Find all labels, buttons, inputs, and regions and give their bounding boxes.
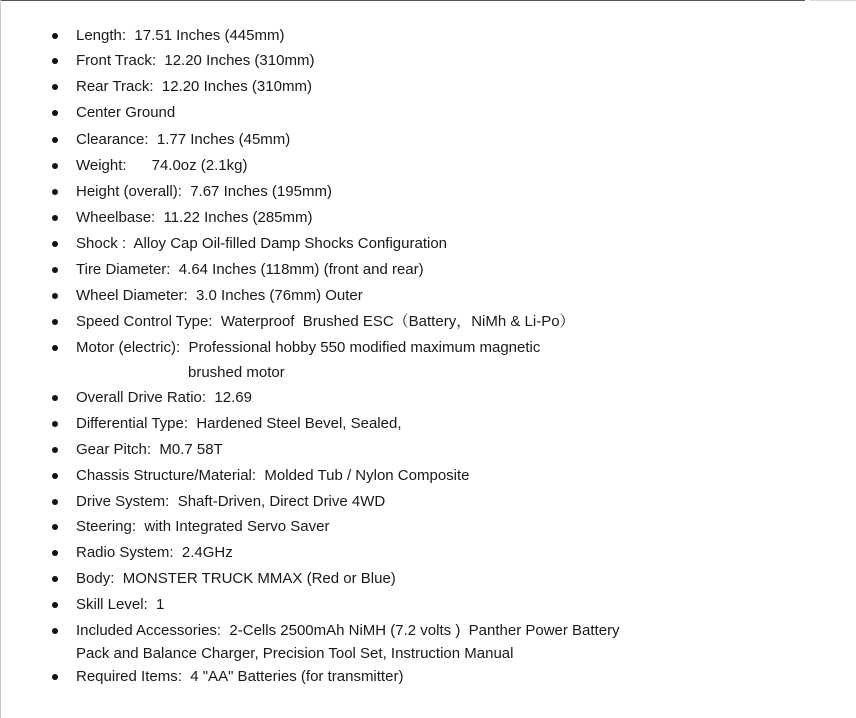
bullet-icon — [52, 163, 58, 169]
bullet-icon — [52, 267, 58, 273]
spec-value: 3.0 Inches (76mm) Outer — [187, 287, 363, 304]
bullet-icon — [52, 421, 58, 427]
spec-value: M0.7 58T — [151, 441, 223, 458]
spec-label: Differential Type: — [76, 415, 189, 432]
spec-label: Drive System: — [76, 493, 170, 510]
bullet-icon — [52, 447, 58, 453]
bullet-icon — [52, 524, 58, 530]
bullet-icon — [52, 550, 58, 556]
spec-label: Rear Track: — [76, 78, 154, 95]
bullet-icon — [52, 473, 58, 479]
spec-value: Waterproof Brushed ESC（Battery，NiMh & Li-Po） — [212, 313, 575, 330]
bullet-icon — [52, 84, 58, 90]
spec-value: with Integrated Servo Saver — [136, 518, 330, 535]
bullet-icon — [52, 602, 58, 608]
bullet-icon — [52, 293, 58, 299]
spec-value: MONSTER TRUCK MMAX (Red or Blue) — [114, 570, 396, 587]
bullet-icon — [52, 189, 58, 195]
spec-label: Motor (electric): — [76, 339, 181, 356]
spec-label: Shock : — [76, 235, 127, 252]
spec-label: Wheelbase: — [76, 209, 156, 226]
bullet-icon — [52, 395, 58, 401]
spec-label: Clearance: — [76, 131, 149, 148]
bullet-icon — [52, 499, 58, 505]
spec-label: Length: — [76, 27, 127, 44]
spec-value: 1 — [147, 596, 165, 613]
spec-continuation: brushed motor — [188, 364, 285, 381]
spec-label: Tire Diameter: — [76, 261, 171, 278]
spec-label: Height (overall): — [76, 183, 182, 200]
spec-label: Included Accessories: — [76, 622, 222, 639]
spec-value: 12.20 Inches (310mm) — [156, 52, 315, 69]
bullet-icon — [52, 345, 58, 351]
spec-value: 2-Cells 2500mAh NiMH (7.2 volts ) Panther Power Battery — [221, 622, 620, 639]
spec-value: 17.51 Inches (445mm) — [126, 27, 285, 44]
spec-label: Radio System: — [76, 544, 174, 561]
spec-value: 4 "AA" Batteries (for transmitter) — [181, 668, 404, 685]
spec-label: Weight: — [76, 157, 127, 174]
spec-value: 11.22 Inches (285mm) — [155, 209, 313, 226]
spec-value: 1.77 Inches (45mm) — [148, 131, 291, 148]
spec-label: Skill Level: — [76, 596, 148, 613]
spec-label: Front Track: — [76, 52, 157, 69]
spec-value: Alloy Cap Oil-filled Damp Shocks Configuration — [126, 235, 448, 252]
spec-value: Hardened Steel Bevel, Sealed, — [188, 415, 402, 432]
spec-label: Center Ground — [76, 104, 176, 121]
spec-value: 7.67 Inches (195mm) — [181, 183, 332, 200]
spec-label: Overall Drive Ratio: — [76, 389, 207, 406]
spec-value: 4.64 Inches (118mm) (front and rear) — [170, 261, 424, 278]
bullet-icon — [52, 58, 58, 64]
bullet-icon — [52, 137, 58, 143]
spec-label: Chassis Structure/Material: — [76, 467, 257, 484]
bullet-icon — [52, 319, 58, 325]
bullet-icon — [52, 215, 58, 221]
spec-label: Steering: — [76, 518, 137, 535]
bullet-icon — [52, 241, 58, 247]
bullet-icon — [52, 576, 58, 582]
left-border — [0, 0, 1, 718]
top-border-right — [810, 0, 856, 1]
spec-value: 2.4GHz — [173, 544, 233, 561]
spec-label: Gear Pitch: — [76, 441, 152, 458]
top-border — [0, 0, 805, 1]
spec-continuation: Pack and Balance Charger, Precision Tool Set, Instruction Manual — [76, 645, 514, 662]
spec-value: Professional hobby 550 modified maximum magnetic — [180, 339, 541, 356]
spec-label: Wheel Diameter: — [76, 287, 188, 304]
spec-value: 74.0oz (2.1kg) — [126, 157, 248, 174]
bullet-icon — [52, 674, 58, 680]
spec-value: 12.69 — [206, 389, 252, 406]
spec-label: Required Items: — [76, 668, 182, 685]
bullet-icon — [52, 33, 58, 39]
spec-label: Body: — [76, 570, 115, 587]
spec-value: Shaft-Driven, Direct Drive 4WD — [169, 493, 386, 510]
spec-value: 12.20 Inches (310mm) — [153, 78, 312, 95]
bullet-icon — [52, 110, 58, 116]
spec-value: Molded Tub / Nylon Composite — [256, 467, 470, 484]
bullet-icon — [52, 628, 58, 634]
spec-label: Speed Control Type: — [76, 313, 213, 330]
